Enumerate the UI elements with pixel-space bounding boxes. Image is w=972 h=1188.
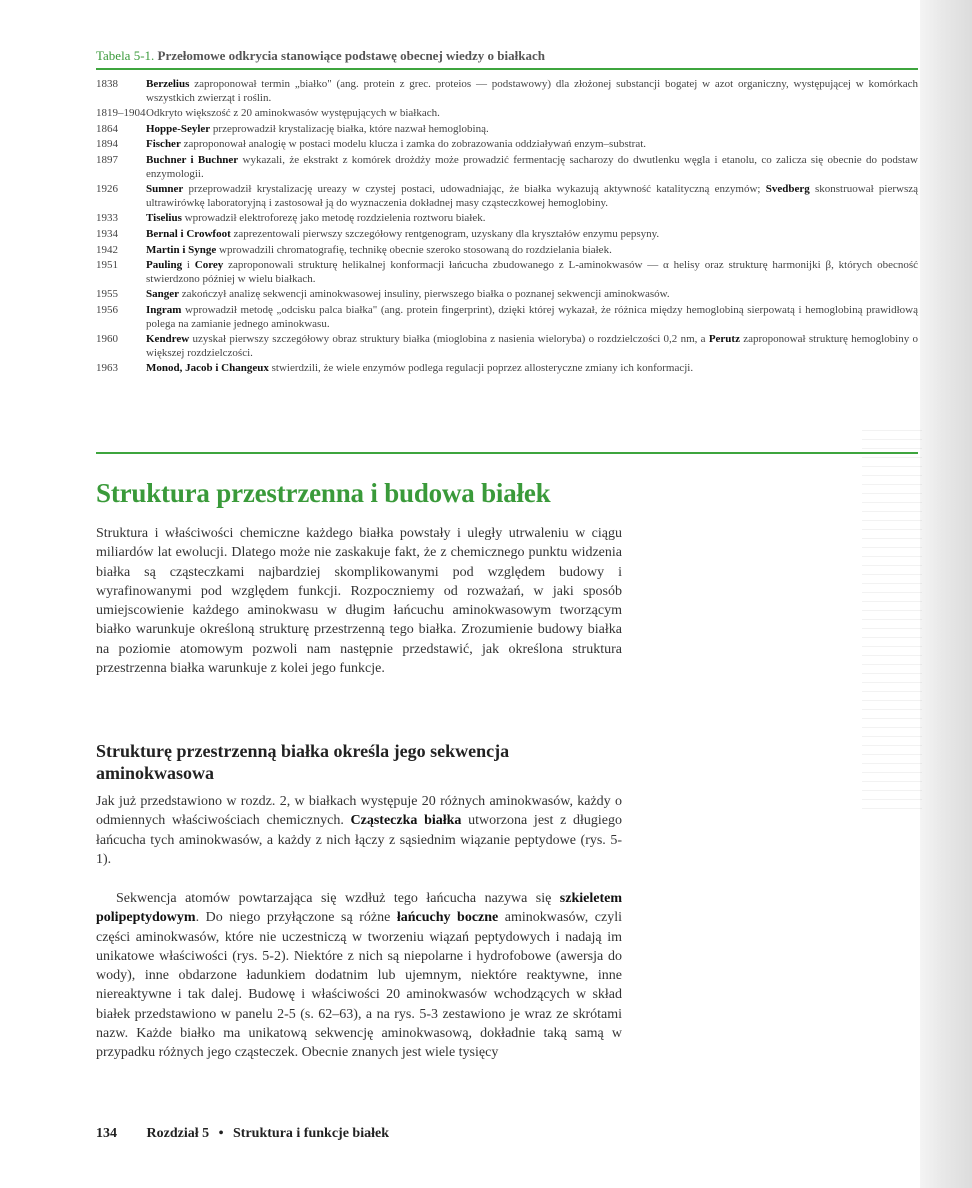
- paragraph-text: aminokwasów, czyli części aminokwasów, które nie uczestniczą w tworzeniu wiązań peptydowych i nadają im unikatowe właściwości (rys. 5-2). Niektóre z nich są niepolarne i hydrofobowe (awersja do wody), inne obdarzone ładunkiem dodatnim lub ujemnym, niektóre reaktywne, inne niereaktywne i tak dalej. Budowę i właściwości 20 aminokwasów wchodzących w skład białek przedstawiono w panelu 2-5 (s. 62–63), a na rys. 5-3 zestawiono je wraz ze skrótami nazw. Każde białko ma unikatową sekwencję aminokwasową, dokładnie taką samą w przypadku różnych jego cząsteczek. Obecnie znanych jest wiele tysięcy: [96, 910, 622, 1061]
- paragraph-text: utworzona jest z długiego łańcucha tych aminokwasów, a każdy z nich łączy z sąsiednim wiązanie peptydowe (rys. 5-1).: [96, 813, 622, 867]
- timeline-year: 1963: [96, 362, 118, 375]
- timeline-entry: [146, 107, 918, 121]
- timeline-entry: [146, 333, 918, 360]
- key-term: szkieletem polipeptydowym: [96, 891, 622, 926]
- timeline-entry: [146, 259, 918, 286]
- page-edge-shadow: [920, 0, 972, 1188]
- chapter-label: Rozdział 5: [146, 1126, 210, 1141]
- entry-text: wprowadził elektroforezę jako metodę rozdzielenia roztworu białek.: [181, 212, 486, 225]
- entry-text: zaproponował analogię w postaci modelu klucza i zamka do zobrazowania oddziaływań enzym–substrat.: [180, 138, 647, 151]
- timeline-year: 1926: [96, 183, 118, 196]
- scientist-name: Fischer: [146, 138, 181, 151]
- scientist-name: Bernal i Crowfoot: [146, 227, 231, 240]
- timeline-row: [96, 123, 918, 137]
- timeline-row: [96, 212, 918, 226]
- subsection-heading: Strukturę przestrzenną białka określa jego sekwencja aminokwasowa: [96, 741, 510, 783]
- key-term: Cząsteczka białka: [350, 813, 462, 829]
- timeline-row: [96, 288, 918, 302]
- paragraph-text: Sekwencja atomów powtarzająca się wzdłuż tego łańcucha nazywa się: [116, 891, 560, 906]
- scientist-name: Buchner i Buchner: [146, 153, 239, 166]
- entry-text: przeprowadził krystalizację ureazy w czystej postaci, udowadniając, że białka wykazują aktywność katalityczną enzymów;: [183, 183, 766, 196]
- timeline-year: 1955: [96, 288, 118, 301]
- timeline-entry: [146, 78, 918, 105]
- scientist-name: Ingram: [146, 303, 182, 316]
- timeline-entry: [146, 304, 918, 331]
- timeline-row: [96, 228, 918, 242]
- paragraph-text: Jak już przedstawiono w rozdz. 2, w białkach występuje 20 różnych aminokwasów, każdy o odmiennych właściwościach chemicznych.: [96, 794, 622, 829]
- table-bottom-rule: [96, 452, 918, 454]
- table-label: Tabela 5-1.: [96, 48, 155, 63]
- timeline-entry: [146, 138, 918, 152]
- entry-text: zaproponował strukturę hemoglobiny o większej rozdzielczości.: [146, 333, 919, 359]
- entry-text: zakończył analizę sekwencji aminokwasowej insuliny, pierwszego białka o poznanej sekwencji aminokwasów.: [179, 288, 670, 301]
- table-title: Przełomowe odkrycia stanowiące podstawę obecnej wiedzy o białkach: [157, 48, 545, 63]
- scientist-name: Martin i Synge: [146, 243, 217, 256]
- scientist-name: Berzelius: [146, 78, 190, 90]
- entry-text: wykazali, że ekstrakt z komórek drożdży może prowadzić fermentację sacharozy do dwutlenku węgla i etanolu, co zalicza się obecnie do podstaw enzymologii.: [146, 153, 919, 180]
- intro-paragraph: Struktura i właściwości chemiczne każdego białka powstały i uległy utrwaleniu w ciągu miliardów lat ewolucji. Dlatego może nie zaskakuje fakt, że z chemicznego punktu widzenia białka są cząsteczkami najbardziej skomplikowanymi pod względem budowy i wyrafinowanymi pod względem funkcji. Rozpoczniemy od rozważań, w jaki sposób umiejscowienie każdego aminokwasu w długim łańcuchu aminokwasowym tworzącym białko warunkuje określoną strukturę przestrzenną tego białka. Zrozumienie budowy białka na poziomie atomowym pozwoli nam następnie przedstawić, jak określona struktura przestrzenna białka warunkuje z kolei jego funkcje.: [96, 526, 622, 677]
- timeline-row: [96, 78, 918, 105]
- timeline-year: 1897: [96, 153, 118, 166]
- timeline-entry: [146, 244, 918, 258]
- timeline-entry: [146, 362, 918, 376]
- show-through-text: [862, 430, 922, 810]
- timeline-year: 1838: [96, 78, 118, 90]
- timeline-year: 1933: [96, 212, 118, 225]
- entry-text: stwierdzili, że wiele enzymów podlega regulacji poprzez allosteryczne zmiany ich konformacji.: [268, 362, 694, 375]
- timeline-row: [96, 362, 918, 376]
- body-paragraph: [96, 792, 622, 869]
- discovery-timeline: [96, 78, 918, 378]
- timeline-year: 1960: [96, 333, 118, 346]
- entry-text: skonstruował pierwszą ultrawirówkę laboratoryjną i zastosował ją do wyznaczenia dokładnej masy cząsteczkowej hemoglobiny.: [146, 183, 918, 209]
- timeline-entry: [146, 183, 918, 210]
- timeline-year: 1956: [96, 303, 118, 316]
- page-number: 134: [96, 1126, 117, 1141]
- entry-text: zaprezentowali pierwszy szczegółowy rentgenogram, uzyskany dla kryształów enzymu pepsyny.: [230, 227, 660, 240]
- entry-text: zaproponował termin „białko" (ang. protein z grec. proteios — podstawowy) dla złożonej substancji bogatej w azot organiczny, występującej w komórkach wszystkich zwierząt i roślin.: [146, 78, 918, 104]
- scientist-name: Corey: [194, 259, 224, 272]
- timeline-row: [96, 154, 918, 181]
- entry-text: wprowadzili chromatografię, technikę obecnie szeroko stosowaną do rozdzielania białek.: [216, 243, 612, 256]
- scientist-name: Tiselius: [146, 212, 182, 225]
- entry-text: uzyskał pierwszy szczegółowy obraz struktury białka (mioglobina z nasienia wieloryba) o rozdzielczości 0,2 nm, a: [189, 333, 709, 346]
- timeline-year: 1819–1904: [96, 107, 146, 120]
- timeline-year: 1894: [96, 138, 118, 151]
- table-caption: [96, 48, 918, 64]
- scientist-name: Sumner: [146, 183, 184, 196]
- timeline-year: 1864: [96, 122, 118, 135]
- table-top-rule: [96, 68, 918, 70]
- timeline-row: [96, 333, 918, 360]
- entry-text: wprowadził metodę „odcisku palca białka" (ang. protein fingerprint), dzięki której wykazał, że różnica między hemoglobiną sierpowatą i hemoglobiną prawidłową polega na zamianie jednego aminokwasu.: [146, 303, 918, 330]
- entry-text: przeprowadził krystalizację białka, które nazwał hemoglobiną.: [210, 122, 489, 135]
- timeline-row: [96, 183, 918, 210]
- body-paragraph: [96, 889, 622, 1063]
- paragraph-text: . Do niego przyłączone są różne: [195, 910, 397, 926]
- timeline-row: [96, 138, 918, 152]
- timeline-entry: [146, 154, 918, 181]
- timeline-row: [96, 259, 918, 286]
- page-footer: [96, 1126, 696, 1142]
- timeline-entry: [146, 228, 918, 242]
- scientist-name: Svedberg: [765, 183, 810, 196]
- entry-text: i: [182, 259, 195, 272]
- scientist-name: Pauling: [146, 259, 183, 272]
- section-heading: Struktura przestrzenna i budowa białek: [96, 478, 551, 508]
- scientist-name: Kendrew: [146, 333, 190, 346]
- chapter-title: Struktura i funkcje białek: [233, 1126, 389, 1141]
- timeline-year: 1934: [96, 227, 118, 240]
- timeline-row: [96, 244, 918, 258]
- scientist-name: Hoppe-Seyler: [146, 122, 211, 135]
- timeline-entry: [146, 288, 918, 302]
- timeline-year: 1942: [96, 243, 118, 256]
- timeline-entry: [146, 212, 918, 226]
- timeline-row: [96, 304, 918, 331]
- key-term: łańcuchy boczne: [396, 910, 499, 926]
- scientist-name: Perutz: [708, 333, 740, 346]
- entry-text: Odkryto większość z 20 aminokwasów występujących w białkach.: [146, 107, 440, 120]
- timeline-row: [96, 107, 918, 121]
- entry-text: zaproponowali strukturę helikalnej konformacji łańcucha zbudowanego z L-aminokwasów — α helisy oraz strukturę harmonijki β, których obecność stwierdzono później w wielu białkach.: [146, 259, 918, 285]
- timeline-entry: [146, 123, 918, 137]
- scientist-name: Sanger: [146, 288, 179, 301]
- scientist-name: Monod, Jacob i Changeux: [146, 362, 269, 375]
- footer-separator: •: [218, 1126, 224, 1141]
- timeline-year: 1951: [96, 259, 118, 272]
